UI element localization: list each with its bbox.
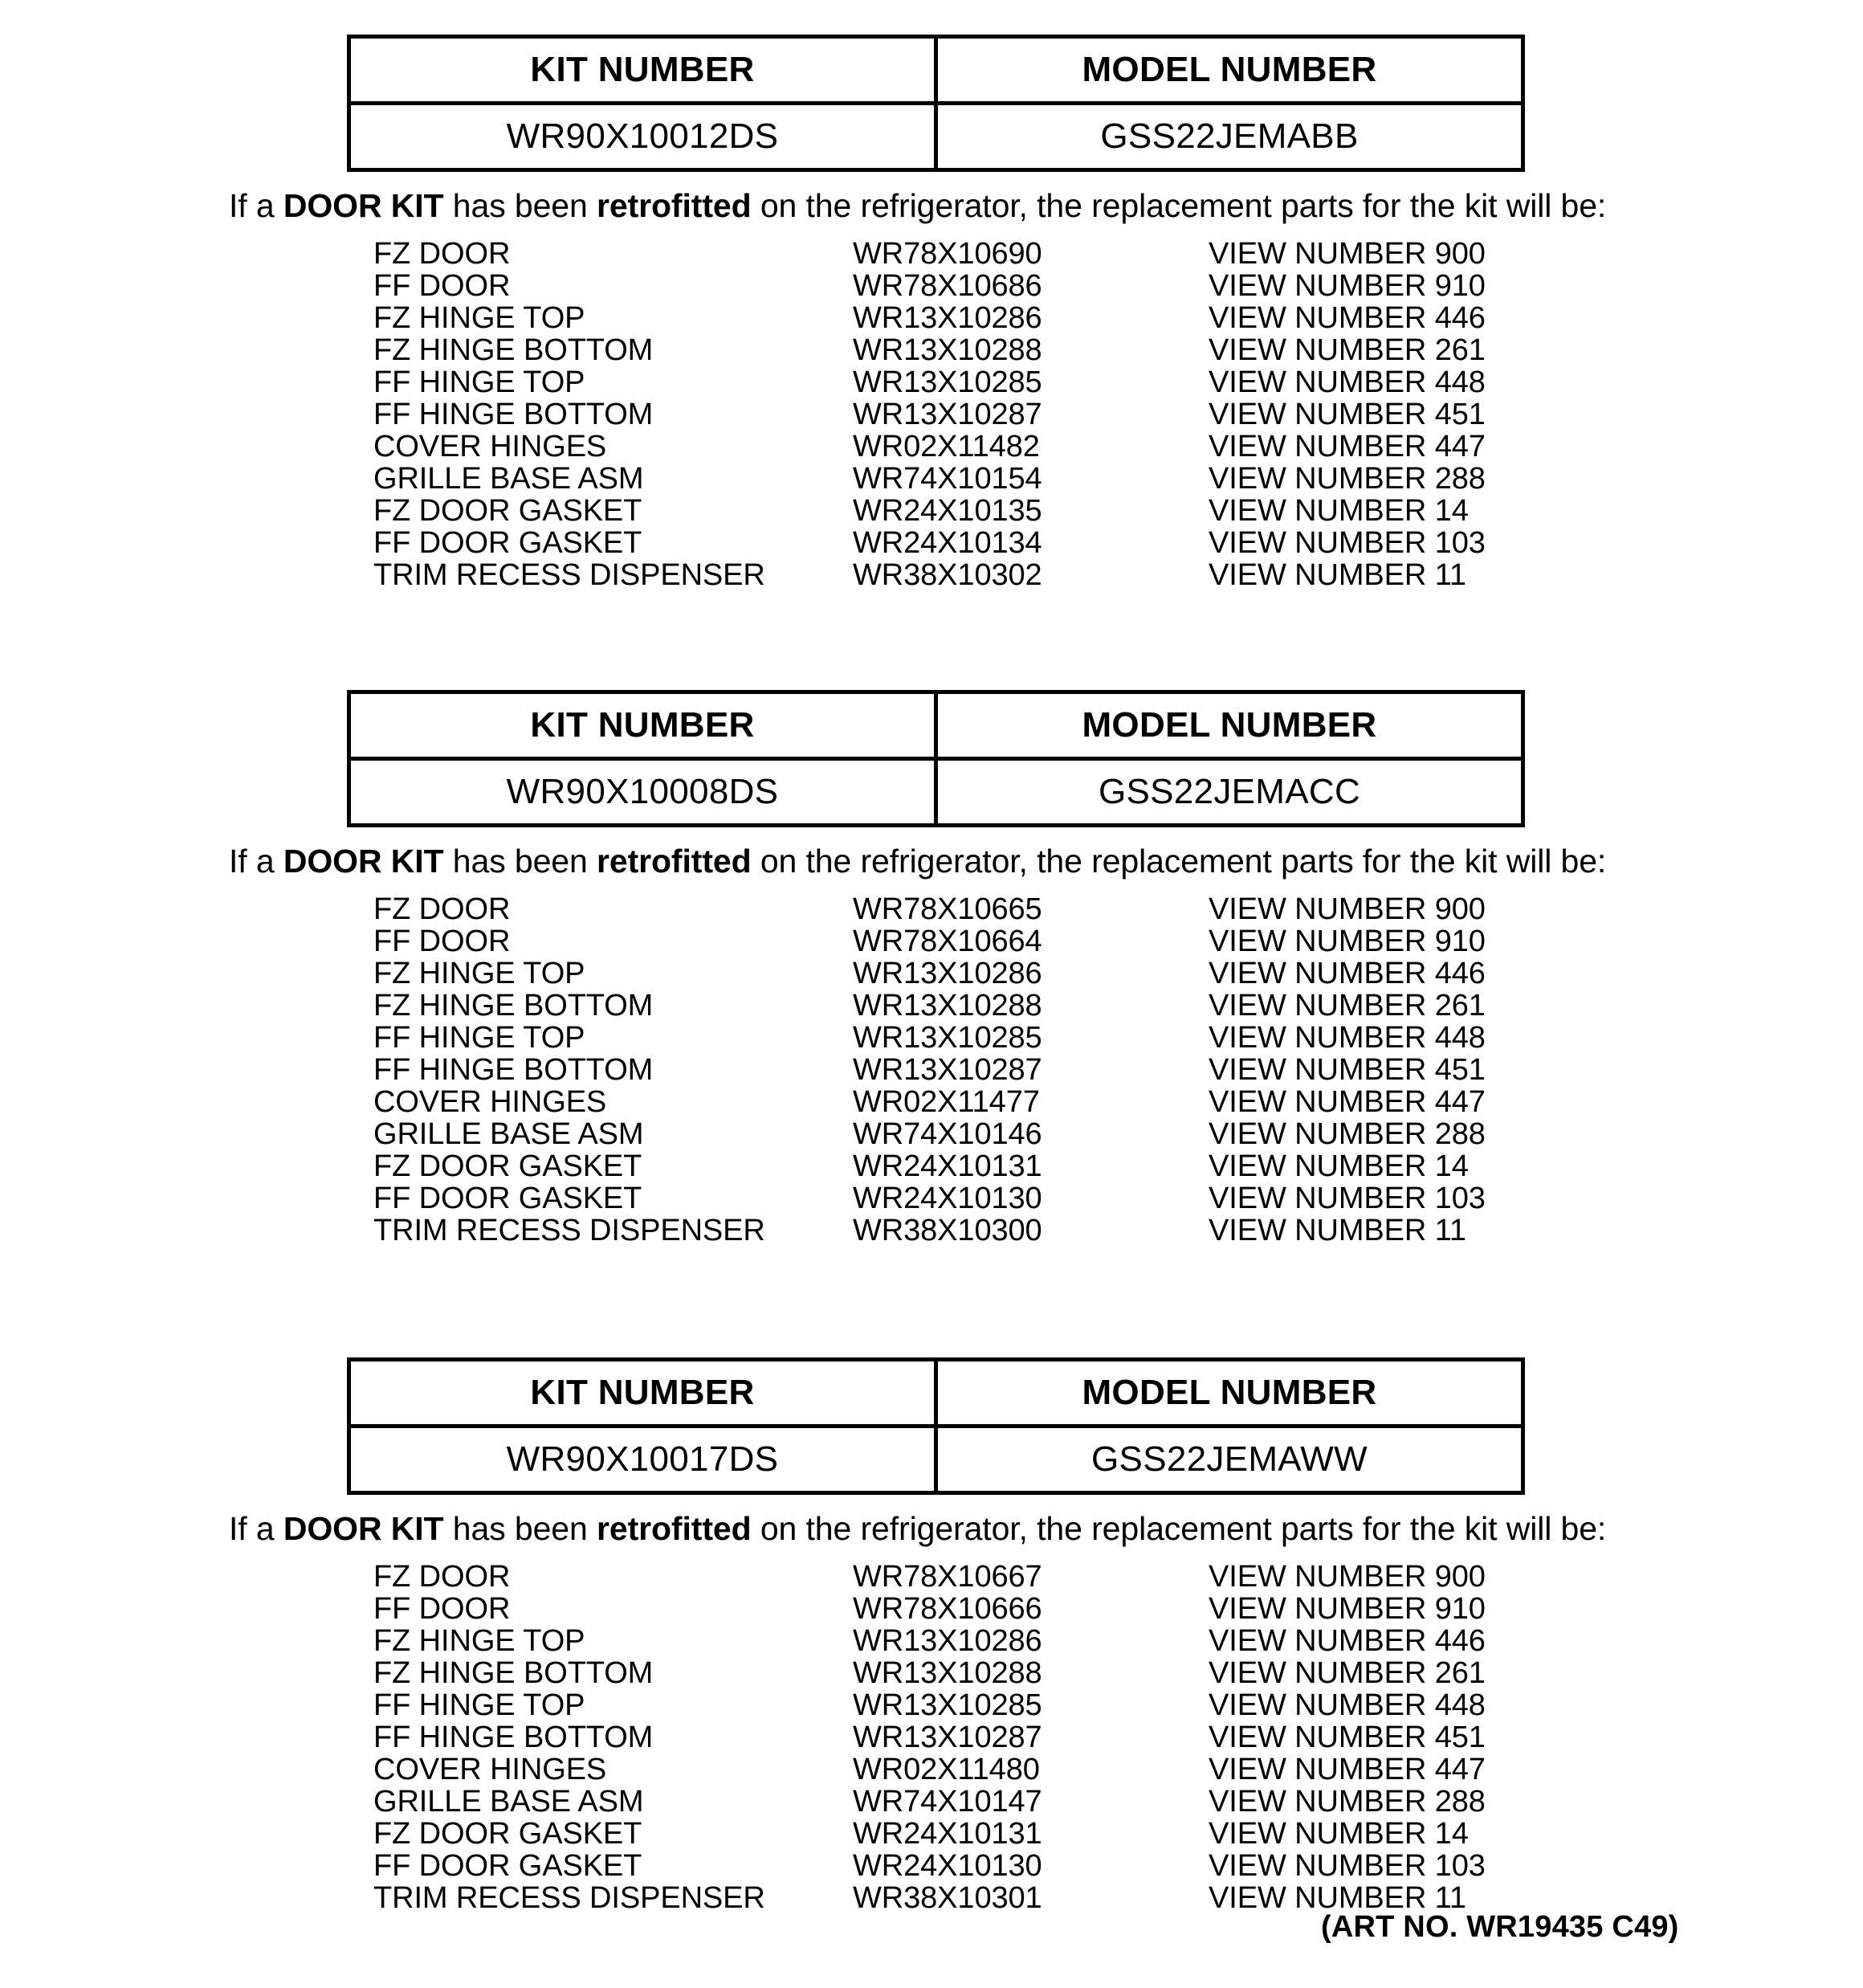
part-number: WR24X10135 [853, 494, 1042, 528]
view-number: VIEW NUMBER 451 [1209, 398, 1486, 431]
parts-row [0, 1593, 1863, 1625]
intro-text-part1: If a [229, 1510, 283, 1547]
part-description: FZ DOOR GASKET [373, 1817, 642, 1851]
part-description: FF HINGE TOP [373, 365, 585, 399]
parts-row [0, 398, 1863, 431]
part-description: FZ HINGE TOP [373, 1624, 585, 1658]
part-description: FZ DOOR GASKET [373, 494, 642, 528]
model-number-header: MODEL NUMBER [936, 692, 1523, 759]
kit-number-value: WR90X10012DS [349, 104, 936, 170]
retrofit-intro-sentence [229, 1510, 1606, 1548]
part-number: WR24X10131 [853, 1817, 1042, 1851]
part-number: WR13X10287 [853, 398, 1042, 431]
parts-row [0, 1022, 1863, 1054]
parts-row [0, 1850, 1863, 1882]
part-description: FZ DOOR [373, 892, 511, 926]
view-number: VIEW NUMBER 14 [1209, 1149, 1469, 1183]
intro-text-part3: on the refrigerator, the replacement parts for the kit will be: [751, 1510, 1607, 1547]
view-number: VIEW NUMBER 910 [1209, 1592, 1486, 1626]
kit-model-table [347, 690, 1525, 827]
view-number: VIEW NUMBER 448 [1209, 365, 1486, 399]
view-number: VIEW NUMBER 103 [1209, 1849, 1486, 1883]
part-description: FF HINGE TOP [373, 1688, 585, 1722]
kit-model-table [347, 1357, 1525, 1495]
view-number: VIEW NUMBER 447 [1209, 1085, 1486, 1119]
intro-emphasis-retrofitted: retrofitted [597, 1510, 752, 1547]
view-number: VIEW NUMBER 103 [1209, 1182, 1486, 1215]
part-description: FF HINGE BOTTOM [373, 1053, 654, 1087]
view-number: VIEW NUMBER 900 [1209, 237, 1486, 271]
view-number: VIEW NUMBER 446 [1209, 301, 1486, 335]
view-number: VIEW NUMBER 11 [1209, 1214, 1466, 1247]
part-description: COVER HINGES [373, 1085, 607, 1119]
part-number: WR13X10287 [853, 1053, 1042, 1087]
parts-row [0, 1689, 1863, 1721]
parts-row [0, 1818, 1863, 1850]
part-number: WR24X10130 [853, 1182, 1042, 1215]
part-description: TRIM RECESS DISPENSER [373, 1881, 765, 1915]
intro-emphasis-retrofitted: retrofitted [597, 843, 752, 880]
part-number: WR78X10666 [853, 1592, 1042, 1626]
parts-row [0, 1625, 1863, 1657]
kit-number-value: WR90X10008DS [349, 759, 936, 826]
retrofit-intro-sentence [229, 843, 1606, 880]
part-number: WR24X10130 [853, 1849, 1042, 1883]
part-number: WR13X10285 [853, 1688, 1042, 1722]
parts-row [0, 1753, 1863, 1786]
parts-row [0, 1118, 1863, 1150]
part-description: COVER HINGES [373, 430, 607, 463]
part-number: WR13X10286 [853, 301, 1042, 335]
model-number-value: GSS22JEMACC [936, 759, 1523, 826]
part-description: FF HINGE BOTTOM [373, 398, 654, 431]
part-description: GRILLE BASE ASM [373, 1785, 644, 1819]
part-description: FF DOOR [373, 925, 511, 958]
part-number: WR13X10286 [853, 957, 1042, 990]
retrofit-intro-sentence [229, 187, 1606, 225]
parts-row [0, 990, 1863, 1022]
table-header-row [349, 692, 1523, 759]
view-number: VIEW NUMBER 11 [1209, 1881, 1466, 1915]
intro-text-part2: has been [443, 1510, 597, 1547]
intro-emphasis-door-kit: DOOR KIT [283, 1510, 444, 1547]
part-number: WR02X11482 [853, 430, 1040, 463]
part-number: WR13X10287 [853, 1721, 1042, 1754]
view-number: VIEW NUMBER 448 [1209, 1021, 1486, 1055]
view-number: VIEW NUMBER 910 [1209, 269, 1486, 303]
view-number: VIEW NUMBER 447 [1209, 1753, 1486, 1786]
part-description: FZ HINGE TOP [373, 301, 585, 335]
model-number-header: MODEL NUMBER [936, 1360, 1523, 1427]
table-value-row [349, 1427, 1523, 1493]
part-number: WR78X10665 [853, 892, 1042, 926]
part-description: FZ DOOR [373, 237, 511, 271]
art-number-footer: (ART NO. WR19435 C49) [1321, 1910, 1679, 1944]
parts-row [0, 893, 1863, 925]
parts-row [0, 1882, 1863, 1914]
part-description: FZ HINGE BOTTOM [373, 989, 654, 1023]
part-number: WR24X10131 [853, 1149, 1042, 1183]
parts-row [0, 334, 1863, 366]
parts-row [0, 1214, 1863, 1247]
intro-emphasis-retrofitted: retrofitted [597, 187, 752, 224]
table-value-row [349, 759, 1523, 826]
view-number: VIEW NUMBER 446 [1209, 1624, 1486, 1658]
intro-emphasis-door-kit: DOOR KIT [283, 187, 444, 224]
view-number: VIEW NUMBER 261 [1209, 1656, 1486, 1690]
view-number: VIEW NUMBER 261 [1209, 333, 1486, 367]
intro-text-part1: If a [229, 843, 283, 880]
parts-row [0, 1086, 1863, 1118]
view-number: VIEW NUMBER 11 [1209, 558, 1466, 592]
replacement-parts-list [0, 893, 1863, 1247]
parts-row [0, 1657, 1863, 1689]
part-number: WR74X10146 [853, 1117, 1042, 1151]
part-number: WR24X10134 [853, 526, 1042, 560]
view-number: VIEW NUMBER 451 [1209, 1053, 1486, 1087]
replacement-parts-list [0, 1561, 1863, 1914]
part-number: WR38X10300 [853, 1214, 1042, 1247]
parts-row [0, 1150, 1863, 1182]
table-header-row [349, 1360, 1523, 1427]
part-number: WR78X10667 [853, 1560, 1042, 1594]
view-number: VIEW NUMBER 14 [1209, 1817, 1469, 1851]
parts-row [0, 463, 1863, 495]
intro-emphasis-door-kit: DOOR KIT [283, 843, 444, 880]
table-value-row [349, 104, 1523, 170]
part-number: WR38X10302 [853, 558, 1042, 592]
view-number: VIEW NUMBER 451 [1209, 1721, 1486, 1754]
part-number: WR13X10286 [853, 1624, 1042, 1658]
part-number: WR13X10288 [853, 333, 1042, 367]
part-number: WR02X11480 [853, 1753, 1040, 1786]
parts-row [0, 238, 1863, 270]
parts-row [0, 366, 1863, 398]
kit-number-header: KIT NUMBER [349, 692, 936, 759]
part-description: TRIM RECESS DISPENSER [373, 1214, 765, 1247]
parts-row [0, 1054, 1863, 1086]
part-description: FF DOOR [373, 1592, 511, 1626]
part-description: FZ HINGE TOP [373, 957, 585, 990]
parts-row [0, 957, 1863, 990]
intro-text-part2: has been [443, 187, 597, 224]
parts-row [0, 431, 1863, 463]
model-number-value: GSS22JEMAWW [936, 1427, 1523, 1493]
kit-number-header: KIT NUMBER [349, 1360, 936, 1427]
part-number: WR74X10154 [853, 462, 1042, 496]
parts-row [0, 1786, 1863, 1818]
part-description: COVER HINGES [373, 1753, 607, 1786]
part-number: WR78X10690 [853, 237, 1042, 271]
part-description: FF DOOR [373, 269, 511, 303]
parts-row [0, 925, 1863, 957]
part-number: WR02X11477 [853, 1085, 1040, 1119]
parts-row [0, 1721, 1863, 1753]
part-description: FZ HINGE BOTTOM [373, 1656, 654, 1690]
part-description: GRILLE BASE ASM [373, 462, 644, 496]
part-description: GRILLE BASE ASM [373, 1117, 644, 1151]
parts-row [0, 1561, 1863, 1593]
part-number: WR78X10686 [853, 269, 1042, 303]
kit-number-value: WR90X10017DS [349, 1427, 936, 1493]
view-number: VIEW NUMBER 288 [1209, 1785, 1486, 1819]
part-number: WR13X10285 [853, 365, 1042, 399]
intro-text-part3: on the refrigerator, the replacement parts for the kit will be: [751, 187, 1607, 224]
parts-row [0, 1182, 1863, 1214]
part-number: WR13X10288 [853, 1656, 1042, 1690]
part-description: FZ DOOR GASKET [373, 1149, 642, 1183]
view-number: VIEW NUMBER 288 [1209, 1117, 1486, 1151]
part-description: FF DOOR GASKET [373, 1182, 642, 1215]
intro-text-part2: has been [443, 843, 597, 880]
view-number: VIEW NUMBER 103 [1209, 526, 1486, 560]
part-description: FF HINGE BOTTOM [373, 1721, 654, 1754]
view-number: VIEW NUMBER 900 [1209, 892, 1486, 926]
part-number: WR78X10664 [853, 925, 1042, 958]
intro-text-part1: If a [229, 187, 283, 224]
part-description: FZ DOOR [373, 1560, 511, 1594]
parts-row [0, 270, 1863, 302]
part-number: WR74X10147 [853, 1785, 1042, 1819]
parts-row [0, 559, 1863, 591]
view-number: VIEW NUMBER 447 [1209, 430, 1486, 463]
kit-number-header: KIT NUMBER [349, 37, 936, 104]
replacement-parts-list [0, 238, 1863, 591]
parts-row [0, 302, 1863, 334]
kit-model-table [347, 35, 1525, 172]
model-number-value: GSS22JEMABB [936, 104, 1523, 170]
view-number: VIEW NUMBER 910 [1209, 925, 1486, 958]
part-number: WR13X10288 [853, 989, 1042, 1023]
part-description: FF DOOR GASKET [373, 526, 642, 560]
part-description: FF HINGE TOP [373, 1021, 585, 1055]
view-number: VIEW NUMBER 448 [1209, 1688, 1486, 1722]
view-number: VIEW NUMBER 14 [1209, 494, 1469, 528]
view-number: VIEW NUMBER 446 [1209, 957, 1486, 990]
view-number: VIEW NUMBER 261 [1209, 989, 1486, 1023]
part-description: FF DOOR GASKET [373, 1849, 642, 1883]
part-number: WR38X10301 [853, 1881, 1042, 1915]
model-number-header: MODEL NUMBER [936, 37, 1523, 104]
parts-row [0, 527, 1863, 559]
view-number: VIEW NUMBER 900 [1209, 1560, 1486, 1594]
view-number: VIEW NUMBER 288 [1209, 462, 1486, 496]
part-number: WR13X10285 [853, 1021, 1042, 1055]
part-description: TRIM RECESS DISPENSER [373, 558, 765, 592]
part-description: FZ HINGE BOTTOM [373, 333, 654, 367]
intro-text-part3: on the refrigerator, the replacement parts for the kit will be: [751, 843, 1607, 880]
table-header-row [349, 37, 1523, 104]
parts-row [0, 495, 1863, 527]
